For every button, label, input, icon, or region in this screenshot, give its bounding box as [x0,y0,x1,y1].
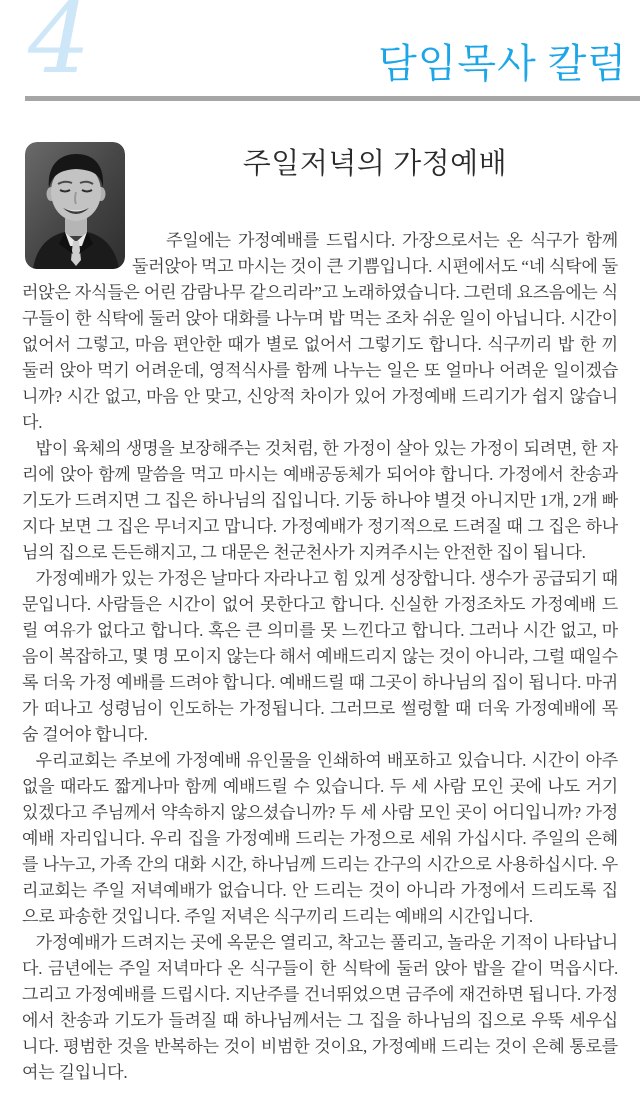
article-title: 주일저녁의 가정예배 [242,148,508,180]
paragraph-5: 가정예배가 드려지는 곳에 옥문은 열리고, 착고는 풀리고, 놀라운 기적이 나타납니다. 금년에는 주일 저녁마다 온 식구들이 한 식탁에 둘러 앉아 밥을 같이 먹읍시다. 그리고 가정예배를 드립시다. 지난주를 건너뛰었으면 금주에 재건하면 됩니다. 가정에서 찬송과 기도가 들려질 때 하나님께서는 그 집을 하나님의 집으로 우뚝 세우십니다. 평범한 것을 반복하는 것이 비범한 것이요, 가정예배 드리는 것이 은혜 통로를 여는 길입니다. [22,933,618,1082]
header-divider-rule [25,96,640,101]
article-body [22,228,618,1086]
paragraph-2: 밥이 육체의 생명을 보장해주는 것처럼, 한 가정이 살아 있는 가정이 되려면, 한 자리에 앉아 함께 말씀을 먹고 마시는 예배공동체가 되어야 합니다. 가정에서 찬송과 기도가 드려지면 그 집은 하나님의 집입니다. 기둥 하나야 별것 아니지만 1개, 2개 빠지다 보면 그 집은 무너지고 맙니다. 가정예배가 정기적으로 드려질 때 그 집은 하나님의 집으로 든든해지고, 그 대문은 천군천사가 지켜주시는 안전한 집이 됩니다. [22,439,618,562]
paragraph-1: 주일에는 가정예배를 드립시다. 가장으로서는 온 식구가 함께 둘러앉아 먹고 마시는 것이 큰 기쁨입니다. 시편에서도 “네 식탁에 둘러앉은 자식들은 어린 감람나무 같으리라”고 노래하였습니다. 그런데 요즈음에는 식구들이 한 식탁에 둘러 앉아 대화를 나누며 밥 먹는 조차 쉬운 일이 아닙니다. 시간이 없어서 그렇고, 마음 편안한 때가 별로 없어서 그렇기도 합니다. 식구끼리 밥 한 끼 둘러 앉아 먹기 어려운데, 영적식사를 함께 나누는 일은 또 얼마나 어려운 일이겠습니까? 시간 없고, 마음 안 맞고, 신앙적 차이가 있어 가정예배 드리기가 쉽지 않습니다. [22,231,618,432]
pastor-column-article [22,142,618,1086]
column-header-title: 담임목사 칼럼 [378,41,627,86]
page-number: 4 [28,0,91,96]
pastor-portrait-illustration [25,142,125,269]
pastor-photo [25,142,125,269]
paragraph-4: 우리교회는 주보에 가정예배 유인물을 인쇄하여 배포하고 있습니다. 시간이 아주 없을 때라도 짧게나마 함께 예배드릴 수 있습니다. 두 세 사람 모인 곳에 나도 거기 있겠다고 주님께서 약속하지 않으셨습니까? 두 세 사람 모인 곳이 어디입니까? 가정예배 자리입니다. 우리 집을 가정예배 드리는 가정으로 세워 가십시다. 주일의 은혜를 나누고, 가족 간의 대화 시간, 하나님께 드리는 간구의 시간으로 사용하십시다. 우리교회는 주일 저녁예배가 없습니다. 안 드리는 것이 아니라 가정에서 드리도록 집으로 파송한 것입니다. 주일 저녁은 식구끼리 드리는 예배의 시간입니다. [22,751,618,926]
paragraph-3: 가정예배가 있는 가정은 날마다 자라나고 힘 있게 성장합니다. 생수가 공급되기 때문입니다. 사람들은 시간이 없어 못한다고 합니다. 신실한 가정조차도 가정예배 드릴 여유가 없다고 합니다. 혹은 큰 의미를 못 느낀다고 합니다. 그러나 시간 없고, 마음이 복잡하고, 몇 명 모이지 않는다 해서 예배드리지 않는 것이 아니라, 그럴 때일수록 더욱 가정 예배를 드려야 합니다. 예배드릴 때 그곳이 하나님의 집이 됩니다. 마귀가 떠나고 성령님이 인도하는 가정됩니다. 그러므로 썰렁할 때 더욱 가정예배에 목숨 걸어야 합니다. [22,569,619,744]
